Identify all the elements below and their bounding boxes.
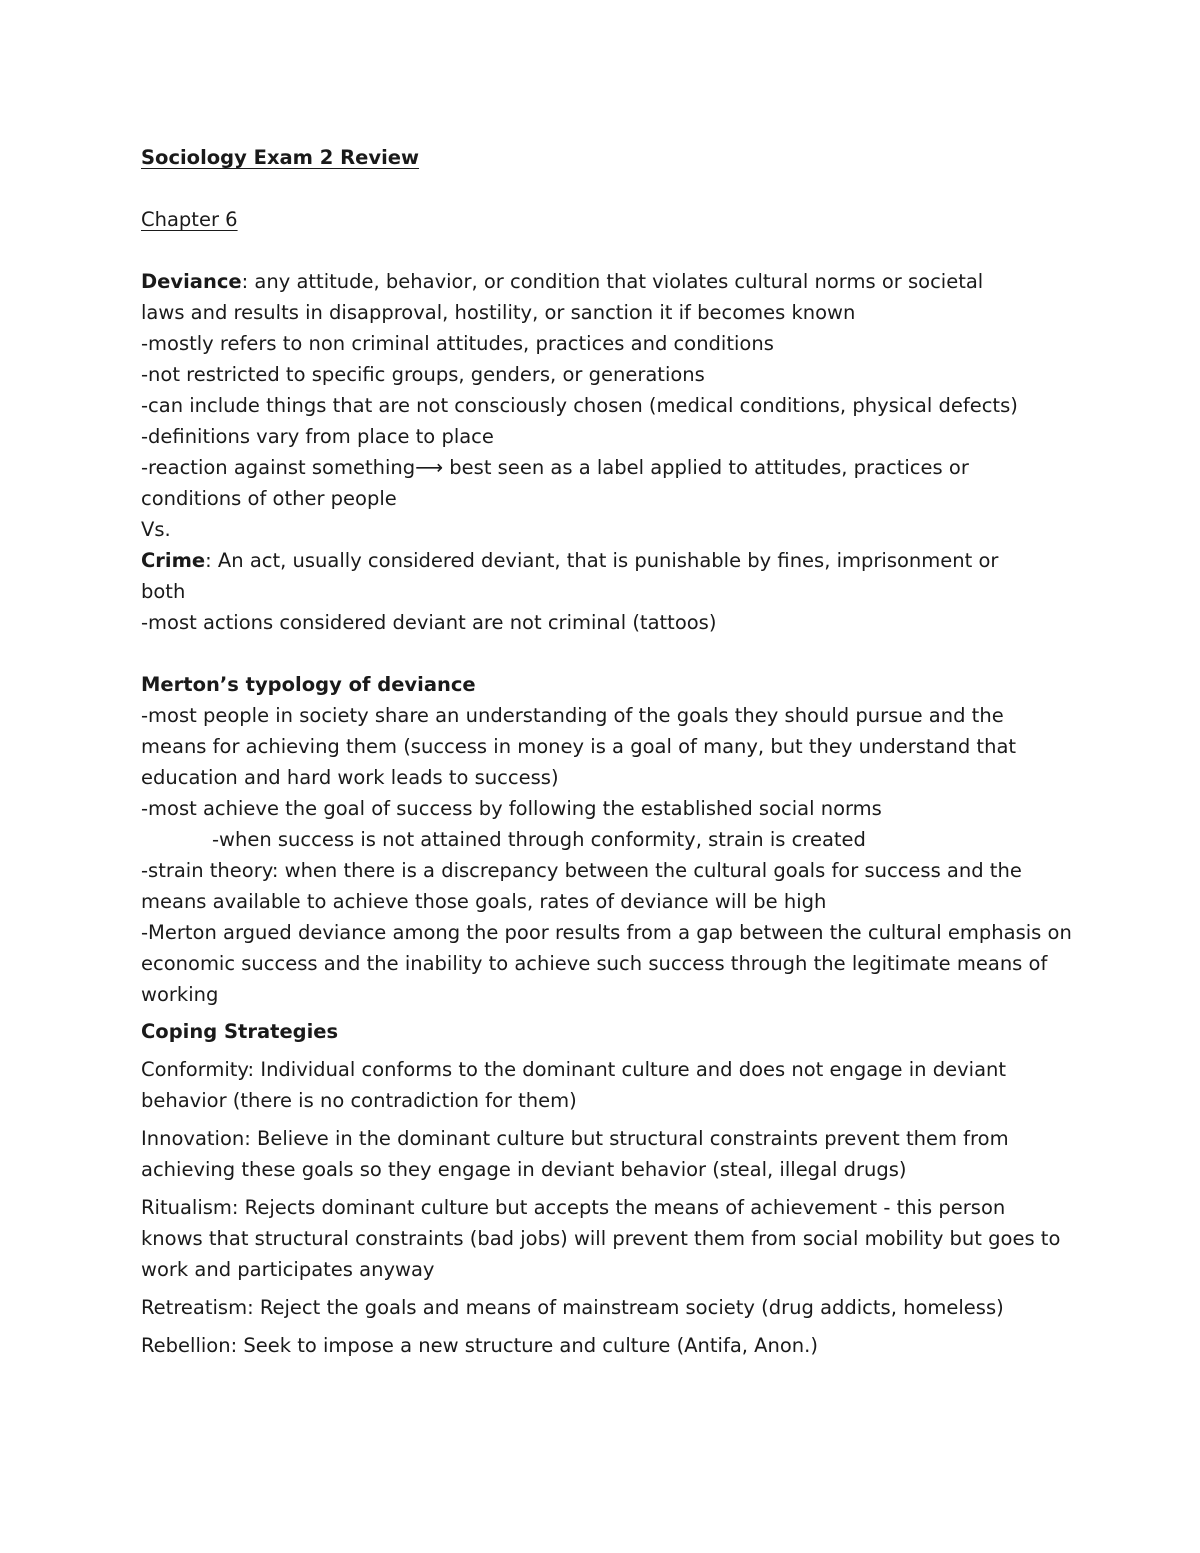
merton-line: economic success and the inability to achieve such success through the legitimate means of [141, 952, 1048, 975]
crime-section [141, 545, 1071, 638]
deviance-definition-line: laws and results in disapproval, hostility, or sanction it if becomes known [141, 301, 856, 324]
spacer [141, 235, 1071, 266]
merton-line: means available to achieve those goals, rates of deviance will be high [141, 890, 827, 913]
merton-line: education and hard work leads to success) [141, 766, 559, 789]
deviance-bullet: conditions of other people [141, 487, 397, 510]
merton-line: means for achieving them (success in money is a goal of many, but they understand that [141, 735, 1017, 758]
deviance-bullet: -can include things that are not consciously chosen (medical conditions, physical defects) [141, 394, 1018, 417]
deviance-term: Deviance [141, 270, 242, 293]
coping-section [141, 1016, 1071, 1361]
coping-item-innovation [141, 1123, 1071, 1185]
coping-line: behavior (there is no contradiction for them) [141, 1089, 577, 1112]
merton-heading: Merton’s typology of deviance [141, 673, 476, 696]
chapter-heading: Chapter 6 [141, 208, 238, 231]
merton-indented-line: -when success is not attained through conformity, strain is created [212, 828, 866, 851]
deviance-bullet: -not restricted to specific groups, genders, or generations [141, 363, 705, 386]
crime-definition-line: both [141, 580, 186, 603]
crime-definition-line [141, 545, 1071, 576]
spacer [141, 638, 1071, 669]
spacer [141, 173, 1071, 204]
coping-item-rebellion [141, 1330, 1071, 1361]
merton-line: working [141, 983, 219, 1006]
vs-label: Vs. [141, 518, 171, 541]
deviance-section [141, 266, 1071, 545]
coping-line: knows that structural constraints (bad jobs) will prevent them from social mobility but goes to [141, 1227, 1061, 1250]
crime-term: Crime [141, 549, 206, 572]
document-title: Sociology Exam 2 Review [141, 146, 420, 169]
coping-line: Ritualism: Rejects dominant culture but accepts the means of achievement - this person [141, 1196, 1006, 1219]
coping-line: Retreatism: Reject the goals and means of mainstream society (drug addicts, homeless) [141, 1296, 1004, 1319]
merton-line: -most people in society share an understanding of the goals they should pursue and the [141, 704, 1004, 727]
document-page [141, 142, 1071, 1361]
merton-line: -Merton argued deviance among the poor results from a gap between the cultural emphasis on [141, 921, 1072, 944]
crime-bullet: -most actions considered deviant are not criminal (tattoos) [141, 611, 717, 634]
merton-line: -most achieve the goal of success by following the established social norms [141, 797, 882, 820]
coping-line: Conformity: Individual conforms to the dominant culture and does not engage in deviant [141, 1058, 1007, 1081]
coping-line: Rebellion: Seek to impose a new structure and culture (Antifa, Anon.) [141, 1334, 818, 1357]
coping-item-conformity [141, 1054, 1071, 1116]
deviance-bullet: -mostly refers to non criminal attitudes, practices and conditions [141, 332, 774, 355]
deviance-bullet: -definitions vary from place to place [141, 425, 494, 448]
deviance-definition-text: : any attitude, behavior, or condition that violates cultural norms or societal [241, 270, 984, 293]
coping-item-retreatism [141, 1292, 1071, 1323]
coping-line: work and participates anyway [141, 1258, 435, 1281]
crime-definition-text: : An act, usually considered deviant, that is punishable by fines, imprisonment or [205, 549, 999, 572]
merton-line: -strain theory: when there is a discrepancy between the cultural goals for success and the [141, 859, 1022, 882]
deviance-definition-line [141, 266, 1071, 297]
deviance-bullet: -reaction against something⟶ best seen as a label applied to attitudes, practices or [141, 456, 969, 479]
merton-section [141, 669, 1071, 1010]
coping-heading: Coping Strategies [141, 1020, 339, 1043]
coping-item-ritualism [141, 1192, 1071, 1285]
coping-line: Innovation: Believe in the dominant culture but structural constraints prevent them from [141, 1127, 1009, 1150]
coping-line: achieving these goals so they engage in deviant behavior (steal, illegal drugs) [141, 1158, 907, 1181]
